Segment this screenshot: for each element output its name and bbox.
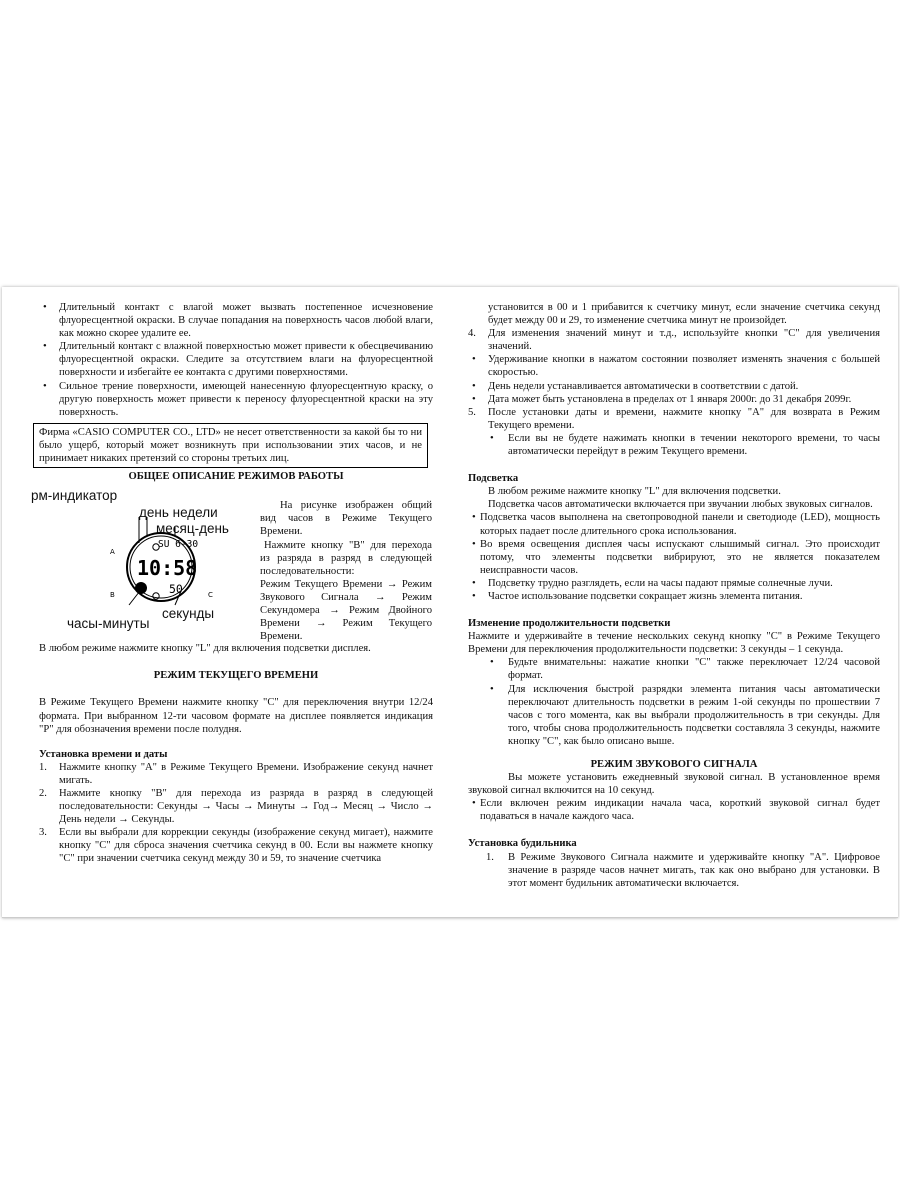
duration-notes — [468, 656, 880, 748]
step-number: 1. — [39, 761, 47, 773]
figure-desc-intro: На рисунке изображен общий вид часов в Режиме Текущего Времени. — [260, 500, 432, 538]
step-4 — [468, 327, 880, 353]
backlight-text-2: Подсветка часов автоматически включается при звучании любых звуковых сигналов. — [488, 499, 873, 511]
button-a-label: A — [110, 548, 115, 557]
alarm-text: Вы можете установить ежедневный звуковой сигнал. В установленное время звуковой сигнал включится на 10 секунд. — [468, 772, 880, 797]
alarm-notes — [468, 797, 880, 823]
figure-description — [260, 499, 432, 643]
backlight-heading: Подсветка — [468, 473, 519, 485]
figure-desc-sequence: Режим Текущего Времени → Режим Звукового Сигнала → Режим Секундомера → Режим Двойного Времени → Режим Текущего Времени. — [260, 578, 432, 643]
list-item — [39, 826, 433, 865]
watch-face-illustration — [109, 517, 219, 617]
list-item: • Если вы не будете нажимать кнопки в течении некоторого времени, то часы автоматически перейдут в режим Текущего времени. — [468, 432, 880, 458]
list-item: • Дата может быть установлена в пределах от 1 января 2000г. до 31 декабря 2099г. — [468, 393, 880, 406]
modes-title: ОБЩЕЕ ОПИСАНИЕ РЕЖИМОВ РАБОТЫ — [128, 471, 344, 483]
list-item: • Если включен режим индикации начала часа, короткий звуковой сигнал будет подаваться в начале каждого часа. — [468, 797, 880, 823]
step-text: Если вы выбрали для коррекции секунды (изображение секунд мигает), нажмите кнопку "C" для сброса значения счетчика секунд в 00. Если вы нажмете кнопку "C" при значении счетчика секунд между 30 и 59, то значение счетчика — [59, 827, 433, 865]
logo-icon — [135, 582, 147, 594]
month-day-label: месяц-день — [156, 521, 229, 537]
auto-return-note — [468, 432, 880, 458]
fluorescent-warnings — [39, 301, 433, 419]
light-note: В любом режиме нажмите кнопку "L" для включения подсветки дисплея. — [39, 643, 371, 655]
time-setting-heading: Установка времени и даты — [39, 748, 168, 760]
step-text: После установки даты и времени, нажмите кнопку "A" для возврата в Режим Текущего времени. — [488, 406, 880, 431]
seconds-label: секунды — [162, 606, 215, 622]
list-item: • День недели устанавливается автоматически в соответствии с датой. — [468, 380, 880, 393]
hours-minutes-label: часы-минуты — [67, 616, 150, 632]
manual-page — [2, 287, 898, 918]
step-number: 3. — [39, 827, 47, 839]
button-c-label: C — [208, 591, 213, 600]
list-item: • Подсветку трудно разглядеть, если на часы падают прямые солнечные лучи. — [468, 577, 880, 590]
list-item: • Будьте внимательны: нажатие кнопки "C" также переключает 12/24 часовой формат. — [468, 656, 880, 682]
list-item: • Сильное трение поверхности, имеющей нанесенную флуоресцентную краску, о другую поверхность может привести к переносу флуоресцентной краски на эту поверхность. — [39, 380, 433, 419]
lcd-main-time: 10:58 — [137, 556, 198, 581]
alarm-setting-heading: Установка будильника — [468, 838, 577, 850]
timekeeping-text: В Режиме Текущего Времени нажмите кнопку "C" для переключения внутри 12/24 формата. При выбранном 12-ти часовом формате на дисплее появляется индикация "P" для обозначения времени после полудня. — [39, 697, 433, 735]
step-text: В Режиме Звукового Сигнала нажмите и удерживайте кнопку "A". Цифровое значение в разряде часов начнет мигать, так как оно выбрано для установки. В этот момент будильник автоматически включается. — [508, 851, 880, 889]
button-b-circle — [153, 593, 159, 599]
list-item: • Удерживание кнопки в нажатом состоянии позволяет изменять значения с большей скоростью. — [468, 353, 880, 379]
list-item: • Длительный контакт с влагой может вызвать постепенное исчезновение флуоресцентной окраски. В случае попадания на поверхность часов любой влаги, как можно скорее удалите ее. — [39, 301, 433, 340]
list-item — [468, 851, 880, 890]
list-item — [39, 761, 433, 787]
step-number: 5. — [468, 406, 476, 418]
step-number: 1. — [486, 851, 494, 863]
figure-desc-button-b: Нажмите кнопку "B" для перехода из разряда в разряд в следующей последовательности: — [260, 539, 432, 577]
setting-notes — [468, 353, 880, 405]
list-item: • Длительный контакт с влажной поверхностью может привести к обесцвечиванию флуоресцентной окраски. Следите за отсутствием влаги на флуоресцентной поверхности и избегайте ее контакта с другими поверхностями. — [39, 340, 433, 379]
right-column — [468, 301, 880, 890]
list-item: • Для исключения быстрой разрядки элемента питания часы автоматически переключают длительность подсветки в режим 1-ой секунды по прошествии 7 часов с того момента, как вы выбрали продолжительность в три секунды. Для того, чтобы снова продолжительность подсветки составляла 3 секунды, нажмите кнопку "C", как было описано выше. — [468, 683, 880, 748]
step-number: 2. — [39, 787, 47, 799]
disclaimer-text: Фирма «CASIO COMPUTER CO., LTD» не несет ответственности за какой бы то ни было ущерб, который может возникнуть при использовании этих часов, и не принимает никаких претензий со стороны третьих лиц. — [39, 426, 422, 465]
list-item — [468, 406, 880, 432]
step-5 — [468, 406, 880, 432]
step-text: Нажмите кнопку "A" в Режиме Текущего Времени. Изображение секунд начнет мигать. — [59, 761, 433, 786]
alarm-steps — [468, 851, 880, 890]
duration-heading: Изменение продолжительности подсветки — [468, 618, 671, 630]
alarm-title: РЕЖИМ ЗВУКОВОГО СИГНАЛА — [590, 759, 758, 770]
list-item: • Частое использование подсветки сокращает жизнь элемента питания. — [468, 590, 880, 603]
duration-text: Нажмите и удерживайте в течение нескольких секунд кнопку "C" в Режиме Текущего Времени для переключения продолжительности подсветки: 3 секунды – 1 секунда. — [468, 631, 880, 656]
disclaimer-box — [33, 423, 428, 468]
backlight-text-1: В любом режиме нажмите кнопку "L" для включения подсветки. — [488, 486, 781, 498]
button-b-label: B — [110, 591, 115, 600]
step-number: 4. — [468, 328, 476, 340]
step3-continuation: установится в 00 и 1 прибавится к счетчику минут, если значение счетчика секунд будет между 00 и 29, то изменение счетчика минут не произойдет. — [488, 302, 880, 327]
lcd-seconds: 50 — [169, 582, 183, 597]
backlight-notes — [468, 511, 880, 603]
pm-indicator-label: рм-индикатор — [31, 488, 118, 504]
list-item — [468, 327, 880, 353]
time-setting-steps — [39, 761, 433, 866]
day-of-week-label: день недели — [139, 505, 218, 521]
list-item: • Во время освещения дисплея часы испускают слышимый сигнал. Это происходит потому, что элементы подсветки вибрируют, это не является показателем неисправности часов. — [468, 538, 880, 577]
timekeeping-title: РЕЖИМ ТЕКУЩЕГО ВРЕМЕНИ — [153, 670, 319, 682]
left-column — [31, 301, 433, 866]
list-item: • Подсветка часов выполнена на светопроводной панели и светодиоде (LED), мощность которых падает после длительного срока использования. — [468, 511, 880, 537]
lcd-top-row: SU 6-30 — [158, 539, 199, 551]
step-text: Для изменения значений минут и т.д., используйте кнопки "C" для увеличения значений. — [488, 328, 880, 353]
list-item — [39, 787, 433, 826]
watch-figure — [31, 487, 433, 643]
step-text: Нажмите кнопку "B" для перехода из разряда в разряд в следующей последовательности: Секунды → Часы → Минуты → Год→ Месяц → Число → День недели → Секунды. — [59, 787, 433, 826]
